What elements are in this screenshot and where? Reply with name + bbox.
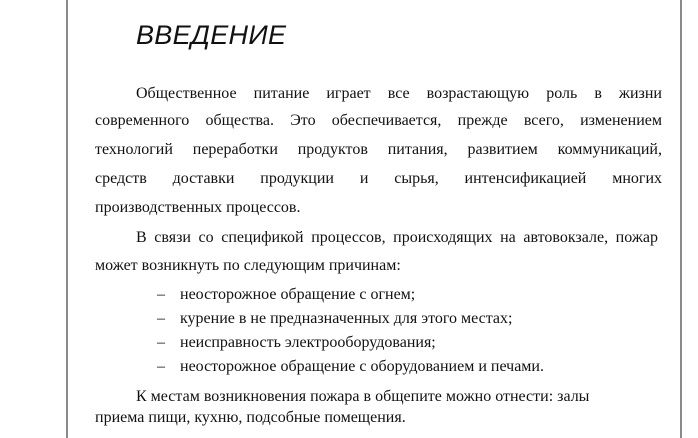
text-line: средств доставки продукции и сырья, интенсификацией многих <box>95 170 662 187</box>
list-item: неисправность электрооборудования; <box>180 334 436 351</box>
list-item: неосторожное обращение с оборудованием и печами. <box>180 358 544 375</box>
list-marker: – <box>157 358 165 375</box>
text-line: современного общества. Это обеспечивается, прежде всего, изменением <box>95 112 662 129</box>
text-line: производственных процессов. <box>95 199 301 216</box>
page-title: ВВЕДЕНИЕ <box>136 20 287 50</box>
text-line: технологий переработки продуктов питания, развитием коммуникаций, <box>95 141 662 158</box>
list-item: неосторожное обращение с огнем; <box>180 286 416 303</box>
list-marker: – <box>157 334 165 351</box>
text-line: К местам возникновения пожара в общепите можно отнести: залы <box>136 388 590 405</box>
list-marker: – <box>157 310 165 327</box>
text-line: В связи со спецификой процессов, происходящих на автовокзале, пожар <box>136 229 658 246</box>
list-marker: – <box>157 286 165 303</box>
text-line: приема пищи, кухню, подсобные помещения. <box>95 409 406 426</box>
list-item: курение в не предназначенных для этого местах; <box>180 310 513 327</box>
text-line: Общественное питание играет все возрастающую роль в жизни <box>136 85 662 102</box>
text-line: может возникнуть по следующим причинам: <box>95 257 401 274</box>
